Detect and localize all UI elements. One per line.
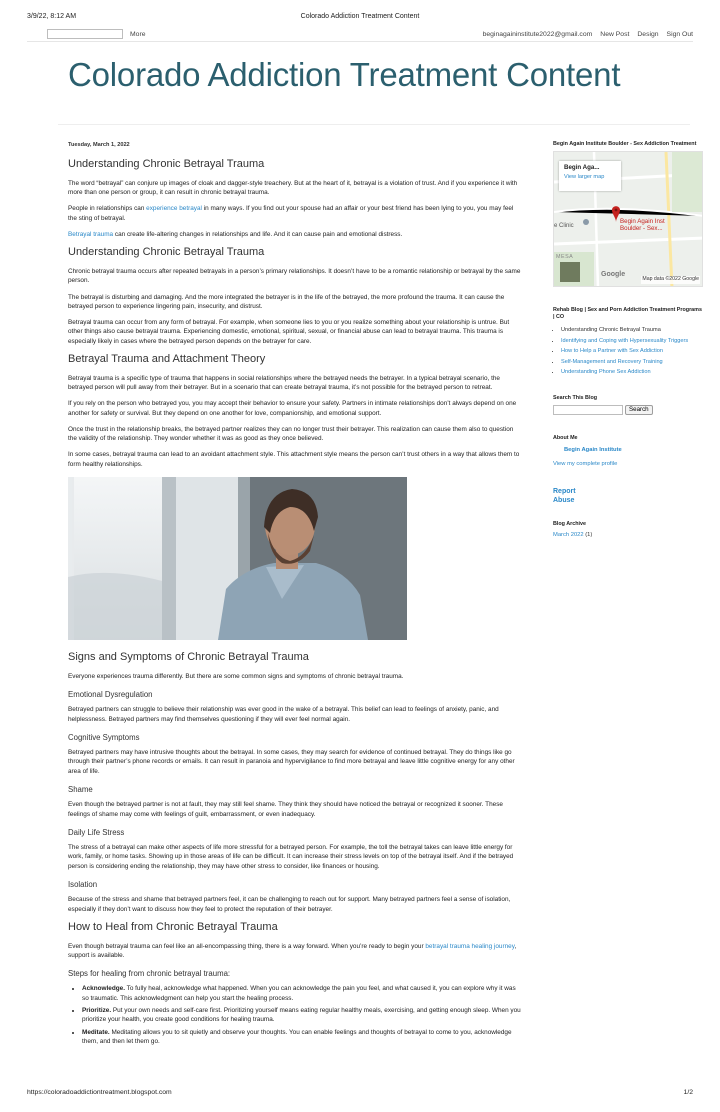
post-paragraph: Once the trust in the relationship breaks, the betrayed partner realizes they can no longer trust their betrayer. This realization can cause them also to question the validity of the relationship. They wonder whether it was as good as they once believed.	[68, 425, 514, 443]
section-heading: Signs and Symptoms of Chronic Betrayal Trauma	[68, 650, 309, 663]
post-date: Tuesday, March 1, 2022	[68, 142, 130, 148]
navbar-more-link[interactable]: More	[130, 31, 146, 38]
post-title[interactable]: Understanding Chronic Betrayal Trauma	[68, 158, 265, 171]
profile-name-link[interactable]: Begin Again Institute	[564, 446, 622, 453]
post-paragraph: If you rely on the person who betrayed you, you may accept their behavior to ensure your safety. Partners in intimate relationships don’t always depend on one another for safety or survival. But they depend on one another for love, companionship, and emotional support.	[68, 400, 517, 417]
map-card-title: Begin Aga...	[564, 164, 600, 172]
list-item[interactable]: • Identifying and Coping with Hypersexuality Triggers	[561, 338, 703, 346]
post-paragraph: Even though the betrayed partner is not at fault, they may still feel shame. They think they should have noticed the betrayal or recognized it sooner. These feelings of shame may come with feelings of guilt, embarrassment, or even inadequacy.	[68, 801, 503, 818]
new-post-link[interactable]: New Post	[600, 31, 630, 38]
blog-search	[553, 405, 703, 415]
blog-search-input[interactable]	[553, 405, 623, 415]
archive-count: (1)	[585, 532, 593, 539]
print-page-number: 1/2	[683, 1089, 693, 1096]
map-clinic-label: e Clinic	[554, 223, 574, 230]
print-footer	[27, 1088, 693, 1098]
post-paragraph: Betrayal trauma is a specific type of trauma that happens in social relationships where the betrayed needs the betrayer. In a typical betrayal scenario, the betrayed person will pull away from their betrayer. But in a scenario that can create betrayal trauma, it’s not possible for the betrayed person to retreat.	[68, 374, 500, 392]
navbar-email: beginagaininstitute2022@gmail.com	[482, 31, 593, 38]
map-place-card	[559, 161, 621, 191]
post-paragraph: In some cases, betrayal trauma can lead to an avoidant attachment style. This attachment style means the person can’t trust others in a way that allows them to form healthy relationships.	[68, 451, 520, 468]
print-title: Colorado Addiction Treatment Content	[300, 13, 420, 20]
subsection-heading: Cognitive Symptoms	[68, 732, 140, 742]
post-paragraph: Even though betrayal trauma can feel like an all-encompassing thing, there is a way forward. When you’re ready to begin your betrayal trauma healing journey, support is available.	[68, 942, 517, 959]
search-widget-title: Search This Blog	[553, 394, 598, 401]
sidebar	[553, 141, 703, 540]
section-heading: Betrayal Trauma and Attachment Theory	[68, 352, 266, 365]
list-item[interactable]: • Understanding Phone Sex Addiction	[561, 369, 703, 377]
subsection-heading: Steps for healing from chronic betrayal trauma:	[68, 969, 231, 979]
print-url: https://coloradoaddictiontreatment.blogspot.com	[27, 1089, 172, 1096]
post-image-man-at-window	[68, 477, 407, 640]
navbar-search-input[interactable]	[47, 29, 123, 39]
list-item[interactable]: • How to Help a Partner with Sex Addiction	[561, 348, 703, 356]
post-paragraph: The betrayal is disturbing and damaging. And the more integrated the betrayer is in the life of the betrayed, the more profound the trauma. It can cause the betrayed person to experience lingering pain, insecurity, and distrust.	[68, 293, 505, 310]
subsection-heading: Shame	[68, 785, 93, 795]
list-item: • Meditate. Meditating allows you to sit quietly and observe your thoughts. You can enable feelings and thoughts of betrayal to come to you, acknowledge them, and then let them go.	[82, 1028, 523, 1047]
post-paragraph: Chronic betrayal trauma occurs after repeated betrayals in a person’s primary relationships. It doesn’t have to be a romantic relationship or betrayal by the same person.	[68, 268, 521, 285]
map-mesa-label: MESA	[556, 254, 574, 261]
post-paragraph: Because of the stress and shame that betrayed partners feel, it can be challenging to reach out for support. Many betrayed partners feel a sense of isolation, especially if they don’t want to discuss how they feel to protect the reputation of their betrayer.	[68, 896, 511, 913]
rehab-blog-list	[561, 327, 703, 377]
view-profile-link[interactable]: View my complete profile	[553, 461, 618, 468]
post-paragraph: Everyone experiences trauma differently. But there are some common signs and symptoms of chronic betrayal trauma.	[68, 672, 404, 680]
healing-journey-link[interactable]: betrayal trauma healing journey	[425, 942, 515, 950]
print-header	[27, 12, 693, 24]
post-paragraph: Betrayed partners can struggle to believe their relationship was ever good in the wake of a betrayal. This belief can lead to feelings of anxiety, panic, and helplessness. Betrayed partners may find themselves questioning if they will ever feel normal again.	[68, 706, 499, 723]
section-heading: How to Heal from Chronic Betrayal Trauma	[68, 920, 278, 933]
subsection-heading: Daily Life Stress	[68, 827, 125, 837]
healing-steps-list	[82, 984, 523, 1046]
post-paragraph: The stress of a betrayal can make other aspects of life more stressful for a betrayed person. For example, the toll the betrayal takes can leave little energy for work, family, or home tasks. Showing up in those areas of life can be difficult. It can increase their stress levels on top of the betrayal itself. And if the betrayed person is considering ending the relationship, they may have other stress to consider, like finances or housing.	[68, 844, 514, 870]
report-abuse-link[interactable]: Report Abuse	[553, 487, 576, 505]
google-logo: Google	[601, 271, 626, 279]
betrayal-trauma-link[interactable]: Betrayal trauma	[68, 230, 114, 238]
subsection-heading: Emotional Dysregulation	[68, 690, 153, 700]
post-paragraph: People in relationships can experience betrayal in many ways. If you find out your spouse had an affair or your best friend has been lying to you, you may feel the sting of betrayal.	[68, 205, 514, 222]
subsection-heading: Isolation	[68, 880, 98, 890]
google-map-embed[interactable]	[553, 151, 703, 287]
blog-archive-title: Blog Archive	[553, 521, 587, 528]
blogger-navbar	[27, 28, 693, 42]
map-widget-title: Begin Again Institute Boulder - Sex Addiction Treatment	[553, 141, 697, 147]
navbar-right	[483, 30, 693, 40]
search-button[interactable]: Search	[625, 405, 653, 415]
main-column	[68, 141, 523, 1049]
map-place-label: Begin Again Inst Boulder - Sex...	[620, 218, 665, 233]
experience-betrayal-link[interactable]: experience betrayal	[146, 205, 202, 213]
design-link[interactable]: Design	[637, 31, 659, 38]
archive-month-link[interactable]: March 2022	[553, 532, 584, 539]
post-paragraph: The word “betrayal” can conjure up images of cloak and dagger-style treachery. But at the heart of it, betrayal is a violation of trust. And if you experience it with more than one person or group, it can result in chronic betrayal trauma.	[68, 179, 518, 197]
section-heading: Understanding Chronic Betrayal Trauma	[68, 246, 265, 259]
list-item[interactable]: • Self-Management and Recovery Training	[561, 359, 703, 367]
map-attribution: Map data ©2022 Google	[642, 276, 699, 283]
archive-month	[553, 531, 703, 539]
title-divider	[58, 124, 690, 125]
print-date: 3/9/22, 8:12 AM	[27, 13, 77, 20]
view-larger-map-link[interactable]: View larger map	[564, 174, 605, 180]
post-paragraph: Betrayal trauma can create life-altering changes in relationships and life. And it can cause pain and emotional distress.	[68, 230, 403, 238]
post-paragraph: Betrayal trauma can occur from any form of betrayal. For example, when someone lies to you or you realize something about your relationship is untrue. But other things also cause betrayal trauma. Experiencing domestic, emotional, spiritual, sexual, or financial abuse can lead to betrayal trauma. This trauma is especially likely in cases where the betrayed person depends on the betrayer for care.	[68, 319, 510, 345]
blog-title[interactable]: Colorado Addiction Treatment Content	[68, 56, 621, 93]
list-item: • Prioritize. Put your own needs and self-care first. Prioritizing yourself means eating regular healthy meals, exercising, and getting enough sleep. When you prioritize your health, you create good conditions for healing trauma.	[82, 1006, 523, 1025]
list-item: • Understanding Chronic Betrayal Trauma	[561, 327, 703, 335]
post-paragraph: Betrayed partners may have intrusive thoughts about the betrayal. In some cases, they may search for evidence of continued betrayal. They do things like go through their partner’s phone records or emails. It can result in paranoia and hypervigilance to find more betrayal and leave little cognitive energy for any other area of life.	[68, 749, 515, 775]
list-item: • Acknowledge. To fully heal, acknowledge what happened. When you can acknowledge the pain you feel, and what caused it, you can explore why it was so traumatic. This acknowledgment can help you start the healing process.	[82, 984, 523, 1003]
sign-out-link[interactable]: Sign Out	[666, 31, 693, 38]
rehab-blog-title: Rehab Blog | Sex and Porn Addiction Treatment Programs | CO	[553, 307, 702, 321]
about-me-title: About Me	[553, 434, 578, 441]
